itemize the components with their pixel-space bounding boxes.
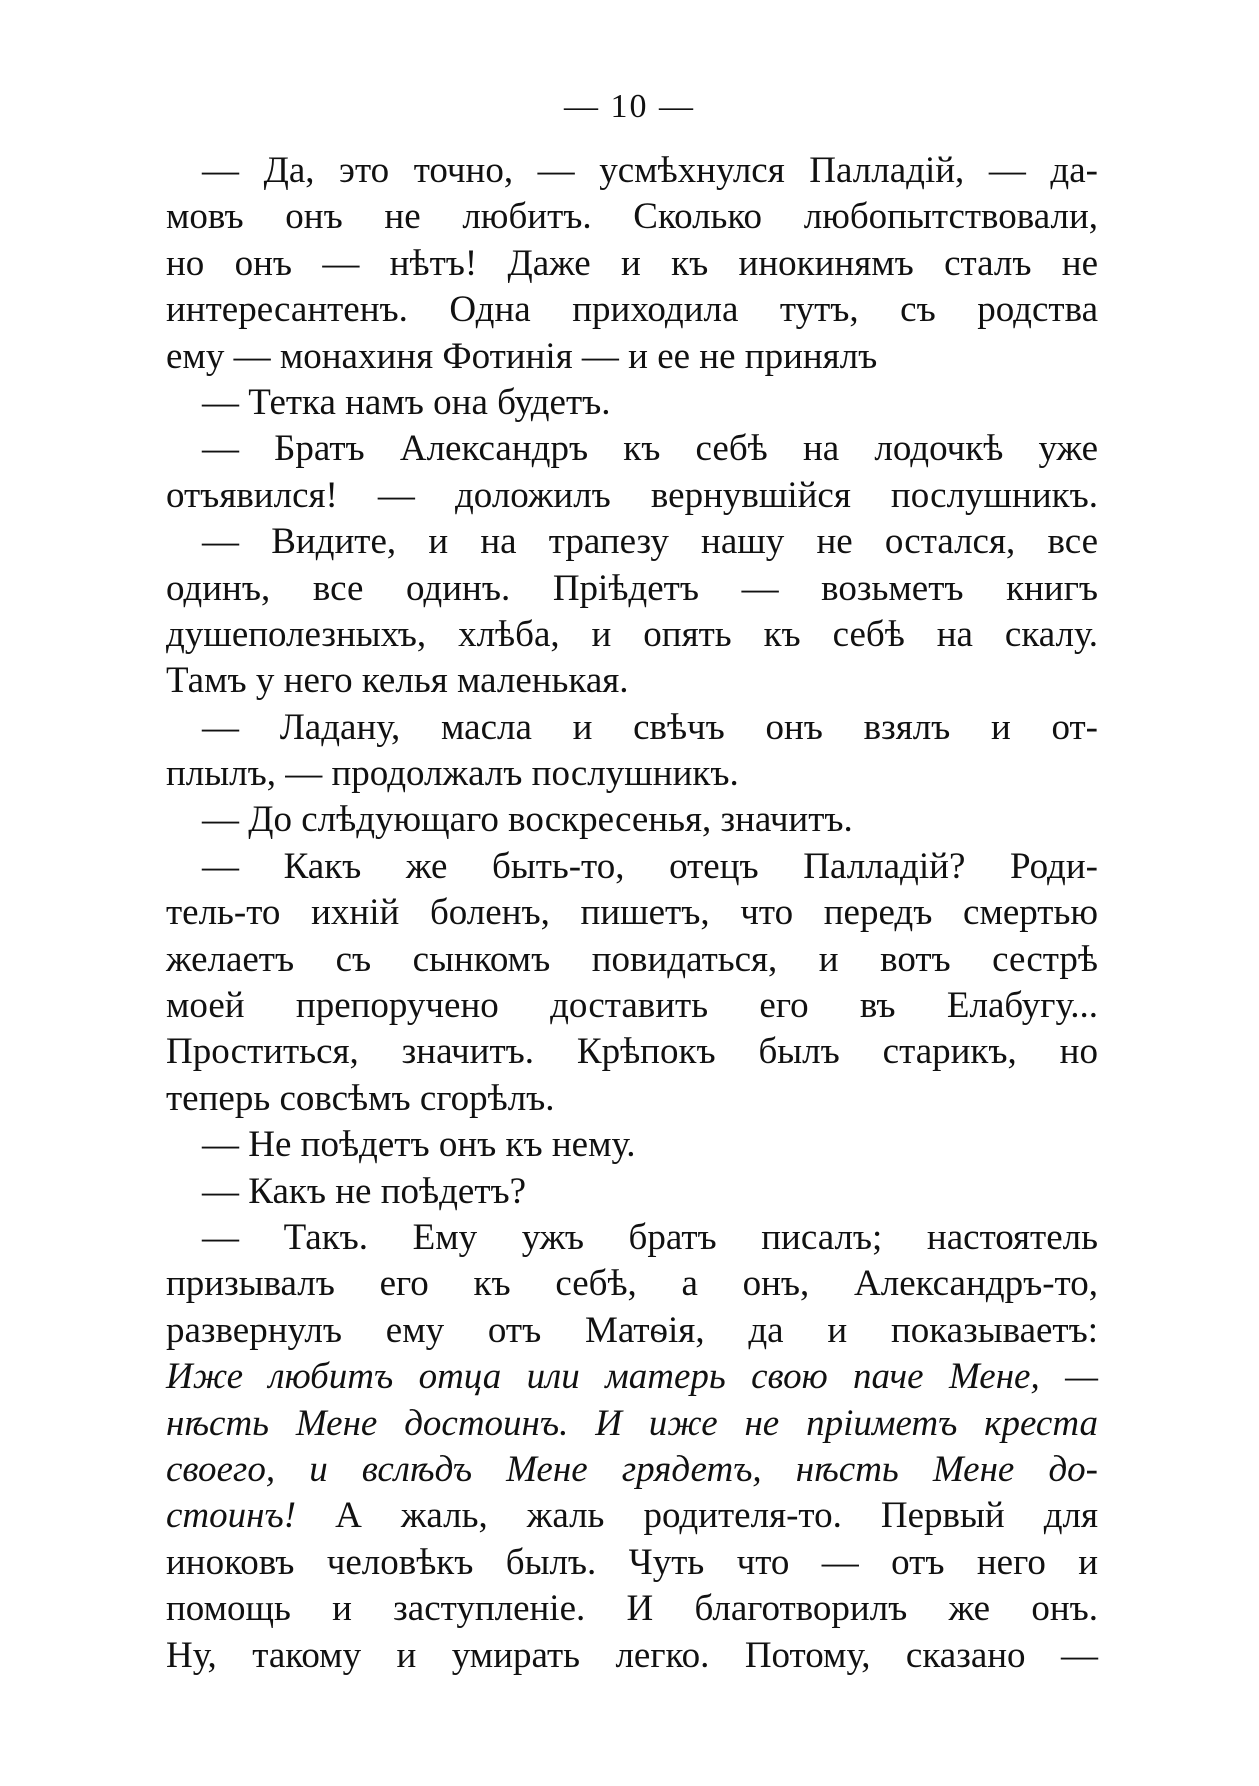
text-line: — Такъ. Ему ужъ братъ писалъ; настоятель <box>202 1216 1098 1258</box>
text-line: иноковъ человѣкъ былъ. Чуть что — отъ него и <box>166 1541 1098 1583</box>
text-line: Ну, такому и умирать легко. Потому, сказано — <box>166 1634 1098 1676</box>
text-line: — Какъ же быть-то, отецъ Палладій? Роди- <box>202 845 1098 887</box>
text-line: отъявился! — доложилъ вернувшійся послушникъ. <box>166 474 1098 516</box>
text-line: помощь и заступленіе. И благотворилъ же онъ. <box>166 1588 1098 1630</box>
text-line: моей препоручено доставить его въ Елабугу... <box>166 985 1098 1027</box>
text-line: — Не поѣдетъ онъ къ нему. <box>202 1124 636 1166</box>
text-after-quote: А жаль, жаль родителя-то. Первый для <box>335 1495 1098 1537</box>
quote-line: нѣсть Мене достоинъ. И иже не пріиметъ креста <box>166 1402 1098 1444</box>
text-line: душеполезныхъ, хлѣба, и опять къ себѣ на скалу. <box>166 613 1098 655</box>
text-line: — До слѣдующаго воскресенья, значитъ. <box>202 799 853 841</box>
text-line: ему — монахиня Фотинія — и ее не принялъ <box>166 335 878 377</box>
text-line: мовъ онъ не любитъ. Сколько любопытствовали, <box>166 196 1098 238</box>
text-line: теперь совсѣмъ сгорѣлъ. <box>166 1077 555 1119</box>
text-line: — Тетка намъ она будетъ. <box>202 381 611 423</box>
quote-line: своего, и вслѣдъ Мене грядетъ, нѣсть Мене до- <box>166 1448 1098 1490</box>
body-text <box>166 148 1098 1679</box>
text-line: Тамъ у него келья маленькая. <box>166 660 629 702</box>
text-line: тель-то ихній боленъ, пишетъ, что передъ смертью <box>166 892 1098 934</box>
text-line: — Братъ Александръ къ себѣ на лодочкѣ уже <box>202 428 1098 470</box>
page-number: — 10 — <box>564 88 695 125</box>
text-line: — Ладану, масла и свѣчъ онъ взялъ и от- <box>202 706 1098 748</box>
text-line: призывалъ его къ себѣ, а онъ, Александръ-то, <box>166 1263 1098 1305</box>
quote-end: стоинъ! <box>166 1495 297 1537</box>
text-line: одинъ, все одинъ. Пріѣдетъ — возьметъ книгъ <box>166 567 1098 609</box>
text-line: Проститься, значитъ. Крѣпокъ былъ старикъ, но <box>166 1031 1098 1073</box>
text-line: но онъ — нѣтъ! Даже и къ инокинямъ сталъ не <box>166 242 1098 284</box>
text-line: желаетъ съ сынкомъ повидаться, и вотъ сестрѣ <box>166 938 1098 980</box>
quote-line: Иже любитъ отца или матерь свою паче Мене, — <box>166 1356 1098 1398</box>
text-line: интересантенъ. Одна приходила тутъ, съ родства <box>166 289 1098 331</box>
text-line: плылъ, — продолжалъ послушникъ. <box>166 753 739 795</box>
text-line-mixed <box>166 1493 1098 1539</box>
text-line: — Какъ не поѣдетъ? <box>202 1170 527 1212</box>
text-line: — Да, это точно, — усмѣхнулся Палладій, — да- <box>202 150 1098 191</box>
text-line: — Видите, и на трапезу нашу не остался, все <box>202 521 1098 563</box>
text-line: развернулъ ему отъ Матѳія, да и показываетъ: <box>166 1309 1098 1351</box>
